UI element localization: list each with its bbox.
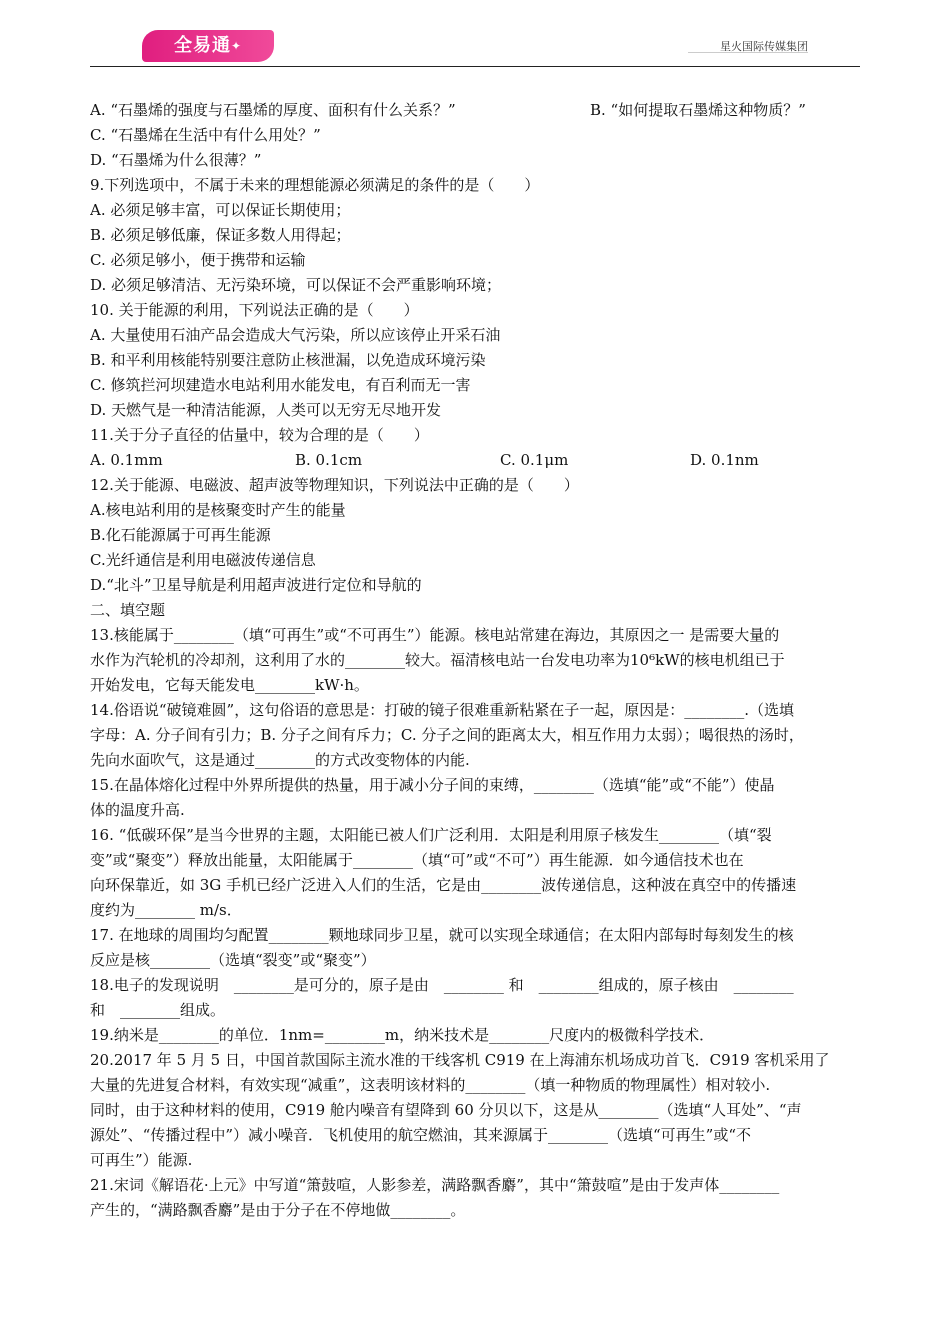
option-q12-d: D.“北斗”卫星导航是利用超声波进行定位和导航的	[90, 576, 422, 594]
question-15-line-2: 体的温度升高.	[90, 801, 185, 819]
option-q11-d: D. 0.1nm	[690, 451, 759, 469]
question-16-line-2: 变”或“聚变”）释放出能量，太阳能属于________（填“可”或“不可”）再生能源．如今通信技术也在	[90, 851, 744, 869]
option-q11-b: B. 0.1cm	[295, 451, 363, 469]
question-20-line-2: 大量的先进复合材料，有效实现“减重”，这表明该材料的________（填一种物质的物理属性）相对较小.	[90, 1076, 771, 1094]
option-q8-a: A. “石墨烯的强度与石墨烯的厚度、面积有什么关系？”	[90, 101, 456, 119]
question-20-line-3: 同时，由于这种材料的使用，C919 舱内噪音有望降到 60 分贝以下，这是从________（选填“人耳处”、“声	[90, 1101, 802, 1119]
company-name: 星火国际传媒集团	[720, 40, 808, 53]
question-14-line-2: 字母：A. 分子间有引力；B. 分子之间有斥力；C. 分子之间的距离太大，相互作用力太弱）；喝很热的汤时，	[90, 726, 804, 744]
section-heading-fill-in: 二、填空题	[90, 601, 166, 619]
question-20-line-5: 可再生”）能源.	[90, 1151, 193, 1169]
option-row-q11	[90, 448, 862, 473]
header-rule	[90, 66, 860, 67]
question-17-line-1: 17. 在地球的周围均匀配置________颗地球同步卫星，就可以实现全球通信；在太阳内部每时每刻发生的核	[90, 926, 794, 944]
option-q8-d: D. “石墨烯为什么很薄？”	[90, 151, 262, 169]
question-18-line-1: 18.电子的发现说明 ________是可分的，原子是由 ________ 和 ________组成的，原子核由 ________	[90, 976, 794, 994]
option-q9-c: C. 必须足够小，便于携带和运输	[90, 251, 306, 269]
question-18-line-2: 和 ________组成。	[90, 1001, 226, 1019]
question-13-line-2: 水作为汽轮机的冷却剂，这利用了水的________较大。福清核电站一台发电功率为10⁶kW的核电机组已于	[90, 651, 785, 669]
question-21-line-1: 21.宋词《解语花·上元》中写道“箫鼓喧，人影参差，满路飘香麝”，其中“箫鼓喧”是由于发声体________	[90, 1176, 780, 1194]
option-q10-c: C. 修筑拦河坝建造水电站利用水能发电，有百利而无一害	[90, 376, 471, 394]
question-16-line-3: 向环保靠近，如 3G 手机已经广泛进入人们的生活，它是由________波传递信息，这种波在真空中的传播速	[90, 876, 797, 894]
question-15-line-1: 15.在晶体熔化过程中外界所提供的热量，用于减小分子间的束缚，________（选填“能”或“不能”）使晶	[90, 776, 775, 794]
option-q12-b: B.化石能源属于可再生能源	[90, 526, 271, 544]
question-20-line-4: 源处”、“传播过程中”）减小噪音．飞机使用的航空燃油，其来源属于________（选填“可再生”或“不	[90, 1126, 752, 1144]
option-q8-c: C. “石墨烯在生活中有什么用处？”	[90, 126, 321, 144]
brand-logo	[142, 30, 274, 62]
option-row-q8-ab	[90, 98, 862, 123]
option-q8-b: B. “如何提取石墨烯这种物质？”	[590, 101, 806, 119]
question-14-line-3: 先向水面吹气，这是通过________的方式改变物体的内能.	[90, 751, 470, 769]
question-11: 11.关于分子直径的估量中，较为合理的是（ ）	[90, 426, 429, 444]
company-underline	[688, 52, 808, 56]
question-17-line-2: 反应是核________（选填“裂变”或“聚变”）	[90, 951, 376, 969]
option-q10-a: A. 大量使用石油产品会造成大气污染，所以应该停止开采石油	[90, 326, 501, 344]
question-20-line-1: 20.2017 年 5 月 5 日，中国首款国际主流水准的干线客机 C919 在上海浦东机场成功首飞．C919 客机采用了	[90, 1051, 830, 1069]
question-13-line-1: 13.核能属于________（填“可再生”或“不可再生”）能源。核电站常建在海边，其原因之一 是需要大量的	[90, 626, 780, 644]
option-q10-d: D. 天燃气是一种清洁能源，人类可以无穷无尽地开发	[90, 401, 442, 419]
question-19: 19.纳米是________的单位．1nm=________m，纳米技术是________尺度内的极微科学技术．	[90, 1026, 715, 1044]
document-body	[90, 98, 862, 1223]
option-q9-d: D. 必须足够清洁、无污染环境，可以保证不会严重影响环境；	[90, 276, 502, 294]
question-21-line-2: 产生的，“满路飘香麝”是由于分子在不停地做________。	[90, 1201, 466, 1219]
question-12: 12.关于能源、电磁波、超声波等物理知识，下列说法中正确的是（ ）	[90, 476, 579, 494]
option-q11-a: A. 0.1mm	[90, 451, 163, 469]
question-9: 9.下列选项中，不属于未来的理想能源必须满足的条件的是（ ）	[90, 176, 540, 194]
option-q10-b: B. 和平利用核能特别要注意防止核泄漏，以免造成环境污染	[90, 351, 486, 369]
question-16-line-1: 16. “低碳环保”是当今世界的主题，太阳能已被人们广泛利用．太阳是利用原子核发生________（填“裂	[90, 826, 772, 844]
page-header	[90, 30, 860, 68]
question-13-line-3: 开始发电，它每天能发电________kW·h。	[90, 676, 369, 694]
sparkle-icon: ✦	[230, 39, 243, 53]
option-q12-a: A.核电站利用的是核聚变时产生的能量	[90, 501, 346, 519]
option-q9-a: A. 必须足够丰富，可以保证长期使用；	[90, 201, 351, 219]
question-14-line-1: 14.俗语说“破镜难圆”，这句俗语的意思是：打破的镜子很难重新粘紧在子一起，原因是：________.（选填	[90, 701, 794, 719]
logo-text: 全易通	[173, 35, 231, 56]
question-16-line-4: 度约为________ m/s．	[90, 901, 242, 919]
option-q9-b: B. 必须足够低廉，保证多数人用得起；	[90, 226, 351, 244]
option-q11-c: C. 0.1μm	[500, 451, 569, 469]
question-10: 10. 关于能源的利用，下列说法正确的是（ ）	[90, 301, 419, 319]
option-q12-c: C.光纤通信是利用电磁波传递信息	[90, 551, 316, 569]
